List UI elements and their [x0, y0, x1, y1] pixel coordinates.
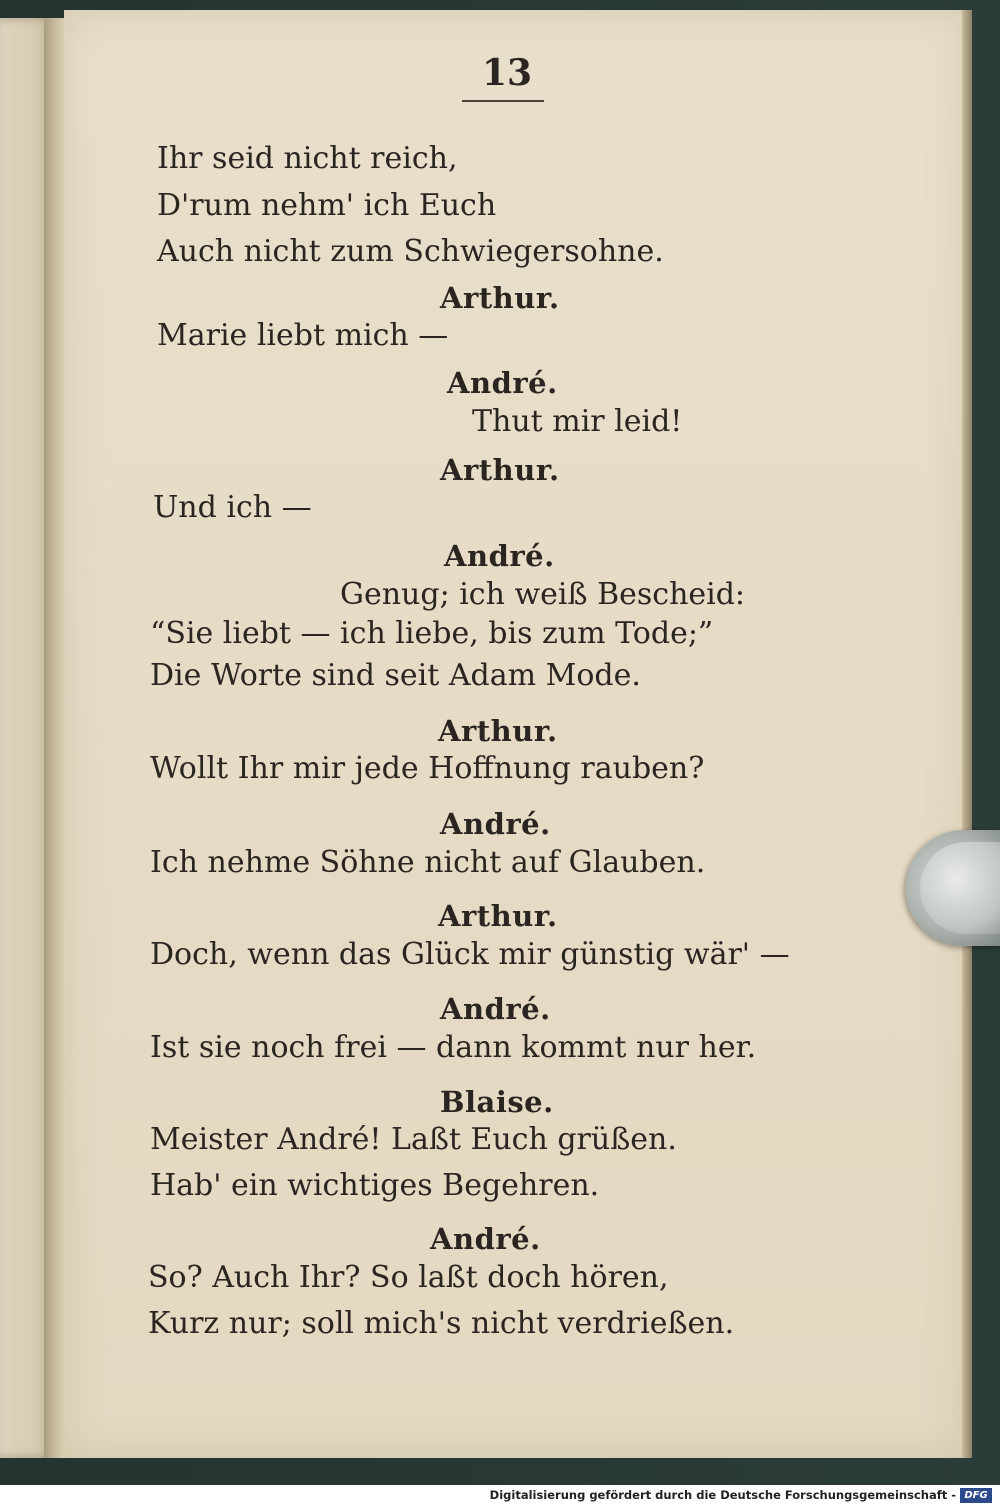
verse-line: So? Auch Ihr? So laßt doch hören, [148, 1260, 669, 1295]
speaker-name: Arthur. [440, 281, 560, 315]
verse-line: Die Worte sind seit Adam Mode. [150, 658, 641, 693]
verse-line: Hab' ein wichtiges Begehren. [150, 1168, 600, 1203]
verse-line: Ich nehme Söhne nicht auf Glauben. [150, 845, 706, 880]
funding-credit: Digitalisierung gefördert durch die Deutsche Forschungsgemeinschaft - [489, 1488, 956, 1502]
verse-line: Und ich — [153, 490, 312, 525]
verse-line: Wollt Ihr mir jede Hoffnung rauben? [150, 751, 705, 786]
speaker-name: André. [447, 366, 558, 400]
speaker-name: Arthur. [438, 899, 558, 933]
verse-line: D'rum nehm' ich Euch [157, 188, 497, 223]
speaker-name: André. [440, 992, 551, 1026]
verse-line: Auch nicht zum Schwiegersohne. [157, 234, 664, 269]
page-number-rule [462, 100, 544, 102]
digitization-footer [0, 1485, 1000, 1507]
verse-line: Marie liebt mich — [157, 318, 449, 353]
verse-line: Kurz nur; soll mich's nicht verdrießen. [148, 1306, 735, 1341]
page-number: 13 [482, 52, 533, 94]
speaker-name: Blaise. [440, 1085, 554, 1119]
verse-line: Doch, wenn das Glück mir günstig wär' — [150, 937, 790, 972]
verse-line: “Sie liebt — ich liebe, bis zum Tode;” [150, 616, 714, 651]
speaker-name: André. [440, 807, 551, 841]
verse-line: Meister André! Laßt Euch grüßen. [150, 1122, 677, 1157]
dfg-logo: DFG [960, 1488, 992, 1503]
speaker-name: André. [444, 539, 555, 573]
speaker-name: Arthur. [438, 714, 558, 748]
verse-line: Thut mir leid! [472, 404, 683, 439]
speaker-name: Arthur. [440, 453, 560, 487]
verse-line: Genug; ich weiß Bescheid: [340, 577, 746, 612]
verse-line: Ihr seid nicht reich, [157, 141, 458, 176]
verse-line: Ist sie noch frei — dann kommt nur her. [150, 1030, 757, 1065]
speaker-name: André. [430, 1222, 541, 1256]
